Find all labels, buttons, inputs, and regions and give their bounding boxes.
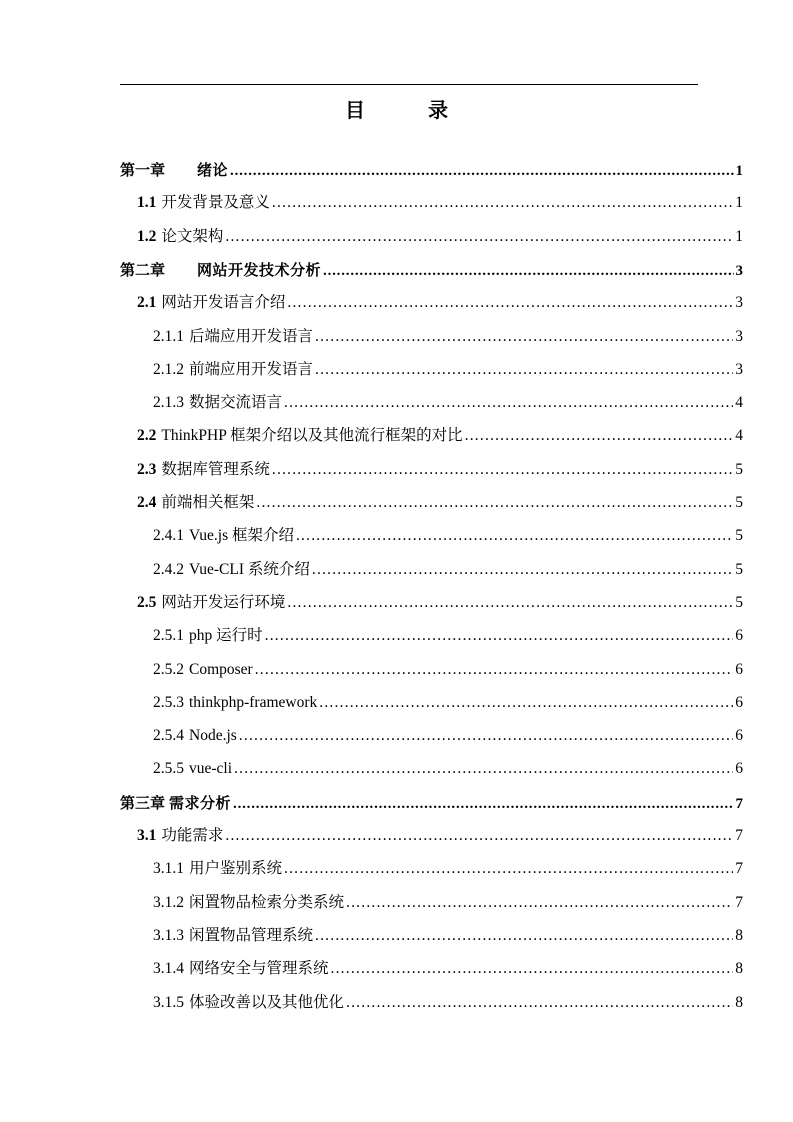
toc-entry-page: 8 [735, 926, 743, 944]
toc-entry[interactable] [0, 725, 743, 747]
toc-entry-page: 6 [735, 660, 743, 678]
toc-entry-number: 3.1.4 [153, 960, 184, 978]
toc-leader-dots [234, 758, 733, 780]
toc-entry[interactable] [0, 659, 743, 681]
toc-entry-page: 5 [735, 593, 743, 611]
toc-entry-label: 绪论 [197, 161, 229, 179]
toc-entry-page: 6 [735, 627, 743, 645]
toc-leader-dots [272, 192, 733, 214]
toc-entry[interactable] [0, 392, 743, 414]
toc-entry-label: thinkphp-framework [189, 693, 318, 711]
toc-entry-page: 1 [735, 194, 743, 212]
toc-leader-dots [296, 525, 733, 547]
toc-leader-dots [465, 425, 734, 447]
toc-entry-number: 2.5.3 [153, 693, 184, 711]
toc-entry-number: 2.5.1 [153, 627, 184, 645]
toc-entry-page: 1 [735, 163, 743, 179]
toc-entry-page: 5 [735, 560, 743, 578]
toc-leader-dots [284, 858, 733, 880]
toc-entry-page: 4 [735, 427, 743, 445]
toc-entry[interactable] [0, 825, 743, 847]
toc-entry[interactable] [0, 159, 743, 181]
toc-entry-page: 6 [735, 693, 743, 711]
toc-leader-dots [323, 260, 733, 282]
toc-entry-number: 2.4 [137, 494, 157, 511]
toc-entry[interactable] [0, 692, 743, 714]
toc-leader-dots [346, 892, 733, 914]
toc-entry-label: ThinkPHP 框架介绍以及其他流行框架的对比 [161, 427, 463, 445]
toc-entry[interactable] [0, 958, 743, 980]
toc-entry-label: 开发背景及意义 [161, 194, 270, 212]
toc-entry-number: 第一章 [120, 161, 166, 179]
toc-entry-number: 2.3 [137, 460, 157, 478]
toc-entry-page: 5 [735, 494, 743, 511]
toc-entry-page: 8 [735, 960, 743, 978]
toc-entry[interactable] [0, 326, 743, 348]
toc-entry-page: 3 [735, 262, 743, 279]
toc-entry-page: 4 [735, 394, 743, 412]
toc-leader-dots [225, 226, 733, 248]
toc-entry-label: Vue-CLI 系统介绍 [189, 560, 310, 578]
toc-entry[interactable] [0, 425, 743, 447]
toc-entry-label: 网络安全与管理系统 [189, 960, 329, 978]
toc-entry-number: 3.1.5 [153, 993, 184, 1011]
toc-entry-number: 第三章 [120, 793, 166, 812]
toc-entry-number: 2.5.2 [153, 660, 184, 678]
toc-entry-number: 3.1.3 [153, 926, 184, 944]
toc-entry-number: 1.2 [137, 227, 157, 245]
toc-leader-dots [319, 692, 733, 714]
toc-entry-number: 2.4.1 [153, 527, 184, 545]
toc-entry-number: 2.1.2 [153, 360, 184, 378]
toc-entry-page: 7 [735, 795, 743, 812]
toc-entry-page: 8 [735, 993, 743, 1011]
toc-entry-page: 3 [735, 360, 743, 378]
toc-entry[interactable] [0, 892, 743, 914]
toc-entry[interactable] [0, 292, 743, 314]
toc-leader-dots [233, 793, 733, 815]
toc-entry[interactable] [0, 992, 743, 1014]
toc-leader-dots [315, 359, 733, 381]
toc-entry[interactable] [0, 359, 743, 381]
toc-entry-number: 2.5 [137, 593, 157, 611]
toc-entry-label: 需求分析 [169, 793, 232, 812]
toc-entry-page: 3 [735, 294, 743, 312]
toc-entry[interactable] [0, 792, 743, 814]
toc-entry-label: 前端相关框架 [161, 494, 255, 511]
toc-entry-label: 体验改善以及其他优化 [189, 993, 345, 1011]
toc-entry-label: 闲置物品检索分类系统 [189, 893, 345, 911]
toc-entry-label: 后端应用开发语言 [189, 327, 314, 345]
toc-entry-page: 6 [735, 760, 743, 778]
toc-leader-dots [312, 559, 733, 581]
toc-leader-dots [346, 992, 733, 1014]
toc-entry-label: 网站开发运行环境 [161, 593, 286, 611]
toc-entry-page: 6 [735, 727, 743, 745]
toc-entry-number: 2.5.4 [153, 727, 184, 745]
toc-leader-dots [287, 292, 733, 314]
toc-leader-dots [265, 625, 734, 647]
toc-entry-number: 3.1.2 [153, 893, 184, 911]
toc-entry-page: 5 [735, 527, 743, 545]
toc-entry-label: 网站开发技术分析 [197, 260, 322, 279]
toc-entry-number: 2.4.2 [153, 560, 184, 578]
toc-entry-page: 7 [735, 827, 743, 844]
toc-entry-label: Composer [189, 660, 253, 678]
toc-leader-dots [315, 326, 733, 348]
toc-entry[interactable] [0, 226, 743, 248]
toc-entry-page: 5 [735, 460, 743, 478]
toc-entry[interactable] [0, 925, 743, 947]
toc-leader-dots [230, 160, 733, 182]
toc-entry-number: 2.5.5 [153, 760, 184, 778]
toc-entry-label: 功能需求 [161, 827, 224, 844]
toc-entry-number: 2.1.1 [153, 327, 184, 345]
toc-entry[interactable] [0, 559, 743, 581]
toc-entry-label: 数据交流语言 [189, 394, 283, 412]
toc-entry[interactable] [0, 758, 743, 780]
toc-entry-number: 3.1.1 [153, 860, 184, 878]
toc-title: 目 录 [345, 98, 476, 122]
toc-leader-dots [255, 659, 734, 681]
toc-entry-label: Node.js [189, 727, 237, 745]
toc-entry[interactable] [0, 492, 743, 514]
toc-entry-page: 7 [735, 860, 743, 878]
toc-entry-label: Vue.js 框架介绍 [189, 527, 294, 545]
toc-leader-dots [284, 392, 733, 414]
toc-entry-label: vue-cli [189, 760, 233, 778]
toc-entry-number: 1.1 [137, 194, 157, 212]
toc-entry-page: 7 [735, 893, 743, 911]
toc-entry-page: 3 [735, 327, 743, 345]
toc-entry-label: 网站开发语言介绍 [161, 294, 286, 312]
toc-leader-dots [256, 492, 733, 514]
toc-leader-dots [287, 592, 733, 614]
toc-leader-dots [315, 925, 733, 947]
toc-entry[interactable] [0, 858, 743, 880]
toc-entry-label: 数据库管理系统 [161, 460, 270, 478]
toc-entry[interactable] [0, 259, 743, 281]
toc-entry-label: php 运行时 [189, 627, 263, 645]
toc-leader-dots [272, 459, 733, 481]
toc-entry[interactable] [0, 592, 743, 614]
toc-entry[interactable] [0, 525, 743, 547]
toc-leader-dots [239, 725, 733, 747]
toc-leader-dots [225, 825, 733, 847]
toc-entry[interactable] [0, 192, 743, 214]
toc-entry-number: 2.1 [137, 294, 157, 312]
toc-entry-page: 1 [735, 227, 743, 245]
toc-leader-dots [331, 958, 734, 980]
toc-entry-number: 第二章 [120, 260, 166, 279]
toc-entry-number: 2.1.3 [153, 394, 184, 412]
toc-entry-label: 闲置物品管理系统 [189, 926, 314, 944]
toc-entry[interactable] [0, 459, 743, 481]
toc-entry-label: 前端应用开发语言 [189, 360, 314, 378]
toc-entry-number: 2.2 [137, 427, 157, 445]
toc-entry-number: 3.1 [137, 827, 157, 844]
toc-entry-label: 论文架构 [161, 227, 224, 245]
toc-entry[interactable] [0, 625, 743, 647]
toc-entry-label: 用户鉴别系统 [189, 860, 283, 878]
